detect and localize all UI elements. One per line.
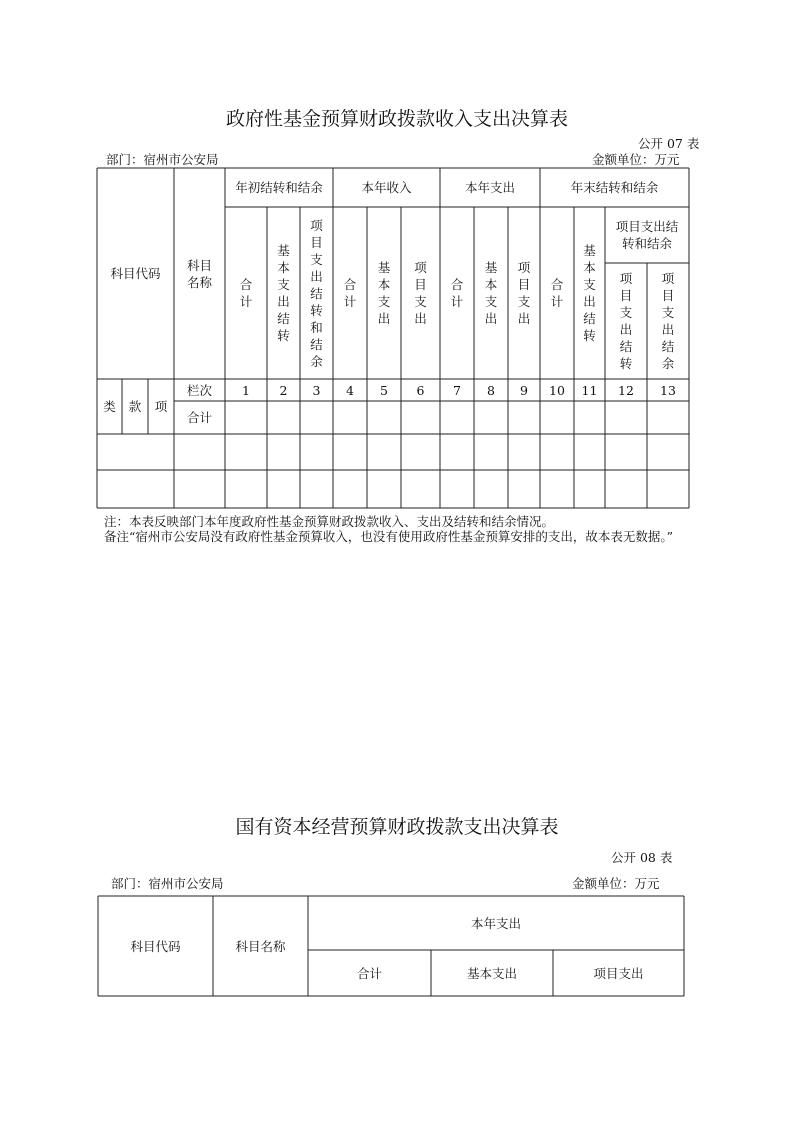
t07-col-num: 1 [242, 382, 250, 398]
table08-code: 公开 08 表 [611, 850, 673, 865]
table07-code: 公开 07 表 [638, 136, 700, 151]
t07-col-num: 12 [618, 382, 634, 398]
t07-sub-project-2: 项目支出 [414, 260, 427, 326]
t07-sub-total-3: 合计 [450, 277, 464, 309]
t07-remark: 备注“宿州市公安局没有政府性基金预算收入，也没有使用政府性基金预算安排的支出，故本表无数据。” [104, 529, 674, 544]
t07-col-num: 4 [346, 382, 354, 398]
t07-kuan: 款 [128, 399, 142, 414]
t07-header-income: 本年收入 [361, 180, 412, 195]
t07-col-num: 3 [312, 382, 321, 398]
t07-sub-project-3: 项目支出 [517, 260, 531, 326]
t07-col-num: 2 [279, 382, 288, 398]
t07-col-num: 5 [380, 382, 388, 398]
t07-sub-project-carry-full: 项目支出结转和结余 [310, 217, 323, 369]
table07-title: 政府性基金预算财政拨款收入支出决算表 [225, 108, 568, 130]
t07-col-num: 13 [660, 382, 676, 398]
t07-header-expense: 本年支出 [464, 180, 515, 195]
t07-sub-project-balance: 项目支出结余 [661, 271, 675, 371]
t07-header-carry-begin: 年初结转和结余 [235, 180, 323, 195]
table08-unit: 金额单位：万元 [572, 876, 660, 891]
t07-col-num: 6 [416, 382, 425, 398]
t07-col-num: 8 [487, 382, 495, 398]
t07-sub-total-2: 合计 [343, 277, 357, 309]
t07-sub-basic-carry: 基本支出结转 [277, 243, 290, 343]
t07-lei: 类 [103, 399, 116, 414]
t07-lanci: 栏次 [186, 382, 212, 398]
table07-dept: 部门：宿州市公安局 [106, 152, 219, 167]
t08-header-project: 项目支出 [593, 965, 644, 981]
t07-note: 注：本表反映部门本年度政府性基金预算财政拨款收入、支出及结转和结余情况。 [104, 514, 555, 529]
t07-sub-total-1: 合计 [239, 277, 253, 309]
t08-header-basic: 基本支出 [466, 965, 517, 981]
t07-col-num: 9 [520, 382, 528, 398]
t07-col-num: 11 [581, 382, 598, 398]
t07-header-carry-end: 年末结转和结余 [570, 180, 659, 195]
table07-unit: 金额单位：万元 [592, 152, 680, 167]
t07-sub-project-carry: 项目支出结转和结余 [615, 219, 679, 251]
t07-xiang: 项 [154, 399, 168, 414]
table08-title: 国有资本经营预算财政拨款支出决算表 [235, 816, 559, 838]
t08-header-expense: 本年支出 [470, 915, 521, 931]
t07-sum-label: 合计 [186, 410, 212, 425]
t07-col-num: 10 [549, 382, 565, 398]
t07-sub-basic-2: 基本支出 [377, 260, 391, 326]
t07-sub-basic-carry-4: 基本支出结转 [583, 243, 596, 343]
t07-header-subject-code: 科目代码 [110, 266, 161, 281]
t07-sub-total-4: 合计 [550, 277, 564, 309]
t08-header-total: 合计 [356, 965, 382, 981]
t07-header-subject-name: 科目名称 [186, 257, 212, 290]
t07-col-num: 7 [453, 382, 461, 398]
t07-sub-basic-3: 基本支出 [484, 260, 498, 326]
t08-header-subject-name: 科目名称 [235, 938, 286, 954]
t07-sub-project-carry-short: 项目支出结转 [619, 271, 633, 371]
table08-dept: 部门：宿州市公安局 [111, 876, 224, 891]
t08-header-subject-code: 科目代码 [130, 938, 181, 954]
